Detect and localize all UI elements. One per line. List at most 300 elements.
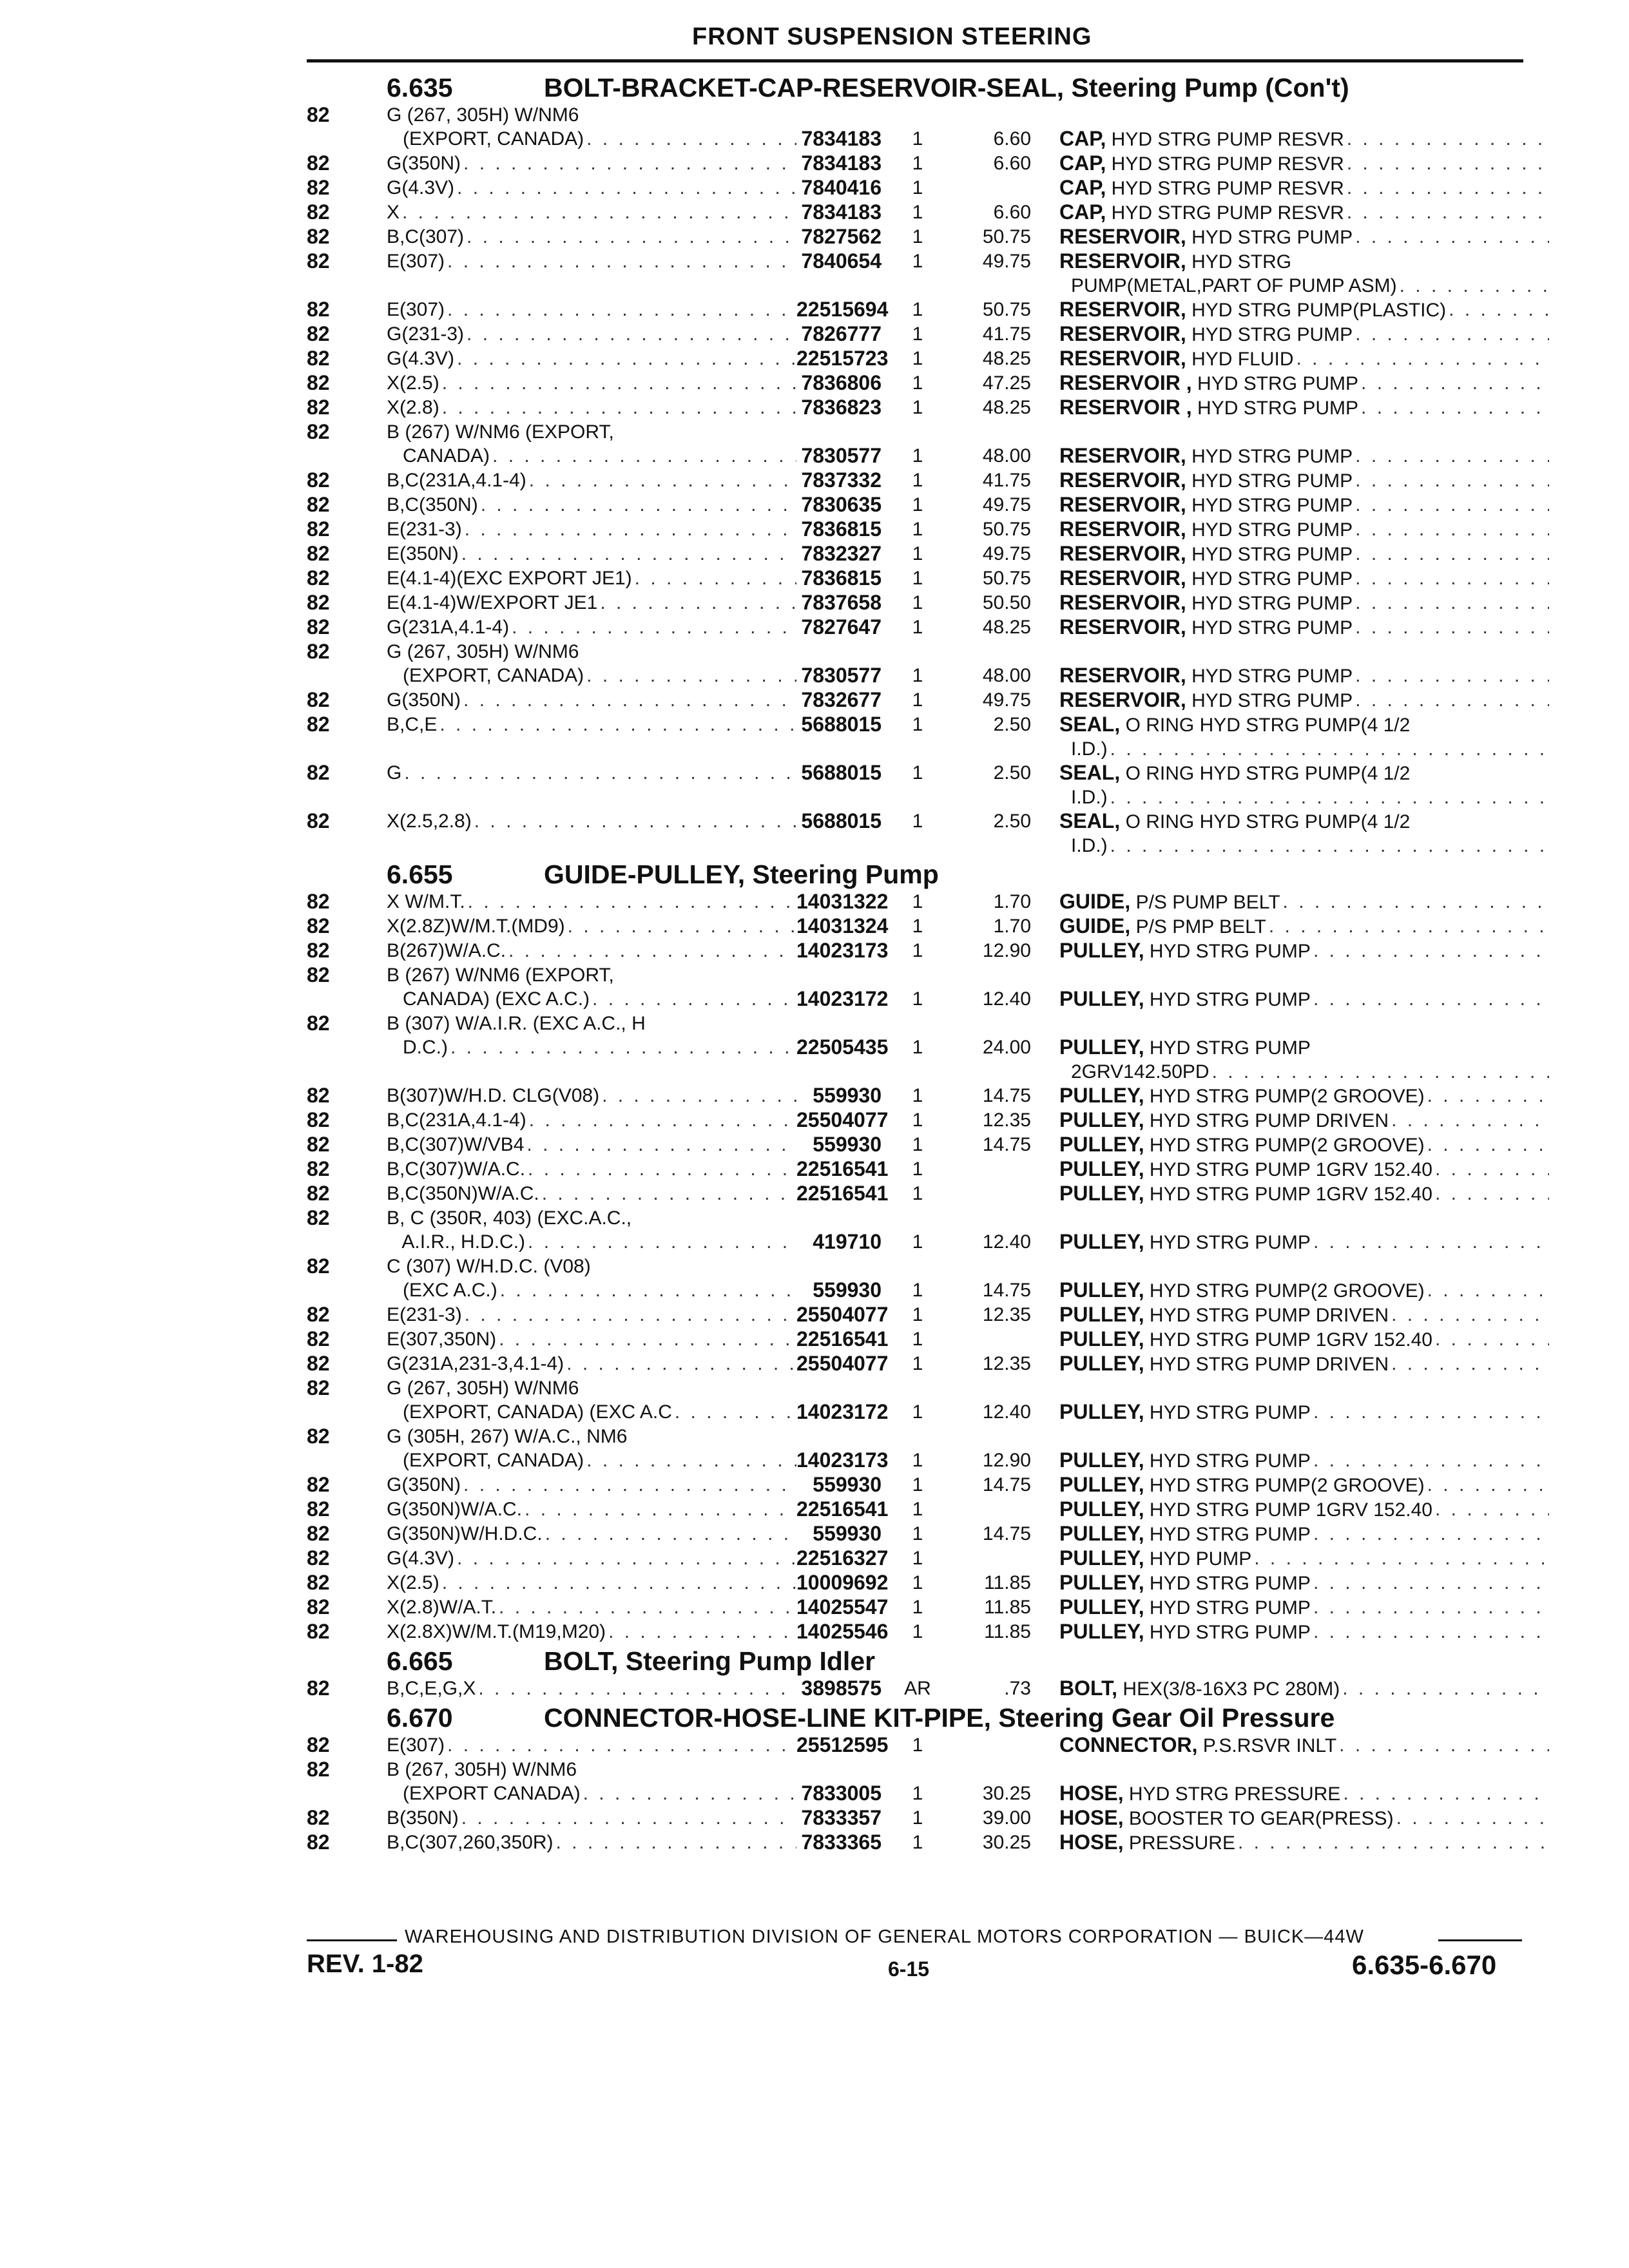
application-text: G(350N) (387, 1474, 461, 1495)
quantity: 1 (912, 177, 923, 198)
description (1031, 542, 1549, 566)
part-number: 559930 (813, 1278, 882, 1302)
description-text (1059, 249, 1291, 274)
leader-dots (1311, 1400, 1549, 1425)
application-line (387, 1546, 796, 1570)
leader-dots (439, 371, 796, 395)
section-heading (307, 1705, 1523, 1731)
description (1031, 1831, 1549, 1855)
part-row (307, 1182, 1523, 1206)
price: 12.90 (982, 940, 1031, 961)
description-text (1059, 298, 1446, 322)
leader-dots (1344, 200, 1549, 225)
application (387, 200, 796, 224)
application (387, 1473, 796, 1497)
description-line (1059, 1352, 1549, 1376)
description (1031, 1425, 1549, 1473)
application-text: G(350N) (387, 689, 461, 711)
description-detail: BOOSTER TO GEAR(PRESS) (1123, 1808, 1394, 1829)
description-keyword: PULLEY, (1059, 1448, 1144, 1472)
leader-dots (1425, 1473, 1549, 1497)
application-line (387, 809, 796, 833)
description-keyword: RESERVOIR, (1059, 298, 1186, 321)
quantity: 1 (912, 689, 923, 711)
price: 12.35 (982, 1110, 1031, 1131)
quantity: 1 (912, 543, 923, 564)
application-text: X W/M.T. (387, 891, 465, 912)
description-detail: HYD STRG PUMP RESVR (1106, 202, 1344, 224)
application-text: C (307) W/H.D.C. (V08) (387, 1256, 591, 1277)
description-keyword: PULLEY, (1059, 1473, 1144, 1496)
description-detail: PRESSURE (1123, 1832, 1235, 1854)
description-text (1059, 1782, 1340, 1806)
description-keyword: PULLEY, (1059, 1497, 1144, 1521)
application-line (387, 1352, 796, 1376)
quantity: 1 (912, 397, 923, 418)
description-detail: HYD STRG PUMP(2 GROOVE) (1144, 1280, 1425, 1302)
description (1031, 225, 1549, 249)
description-keyword: RESERVOIR, (1059, 664, 1186, 687)
application-text: G(350N) (387, 153, 461, 174)
description-text (1059, 493, 1353, 517)
description-detail: HYD STRG PUMP RESVR (1106, 153, 1344, 175)
description (1031, 1376, 1549, 1425)
leader-dots (1311, 1571, 1549, 1595)
application-line (387, 249, 796, 273)
application-text: B(267)W/A.C. (387, 940, 506, 961)
description-text (1059, 1806, 1394, 1831)
part-row (307, 963, 1523, 1012)
part-number: 22516541 (796, 1157, 889, 1180)
description-keyword: RESERVOIR, (1059, 322, 1186, 345)
description (1031, 468, 1549, 493)
price: 2.50 (993, 811, 1031, 832)
model-year: 82 (307, 1425, 330, 1448)
description-line (1059, 225, 1549, 249)
model-year: 82 (307, 517, 330, 541)
section-number: 6.670 (387, 1703, 453, 1733)
leader-dots (461, 688, 796, 712)
application (387, 1254, 796, 1302)
description-detail: HYD STRG PUMP 1GRV 152.40 (1144, 1184, 1432, 1205)
description-text (1059, 127, 1344, 151)
price: 50.75 (982, 299, 1031, 320)
application-text: E(4.1-4)W/EXPORT JE1 (387, 592, 598, 613)
leader-dots (1425, 1133, 1549, 1157)
description-text (1059, 1497, 1432, 1522)
description-text (1059, 1035, 1311, 1060)
application (387, 615, 796, 639)
price: 49.75 (982, 494, 1031, 515)
application-text: B,C(350N)W/A.C. (387, 1183, 539, 1204)
leader-dots (1344, 151, 1549, 176)
price: 39.00 (982, 1807, 1031, 1829)
part-row (307, 1595, 1523, 1620)
description-text (1059, 468, 1353, 493)
application-line (387, 468, 796, 492)
description-keyword: RESERVOIR, (1059, 615, 1186, 639)
application (387, 1733, 796, 1757)
price: 41.75 (982, 470, 1031, 491)
part-row (307, 566, 1523, 591)
leader-dots (448, 1035, 796, 1059)
leader-dots (1108, 737, 1549, 761)
description-keyword: RESERVOIR, (1059, 468, 1186, 492)
part-row (307, 396, 1523, 420)
leader-dots (1432, 1182, 1549, 1206)
application (387, 322, 796, 346)
model-year: 82 (307, 1157, 330, 1180)
description-keyword: CAP, (1059, 200, 1106, 224)
description-detail: HYD STRG PUMP(2 GROOVE) (1144, 1475, 1425, 1496)
quantity: 1 (912, 1621, 923, 1642)
description-keyword: HOSE, (1059, 1782, 1124, 1805)
application-line (387, 1733, 796, 1757)
description-detail: HYD STRG PUMP (1186, 519, 1353, 541)
price: 50.75 (982, 568, 1031, 589)
application-line (387, 542, 796, 566)
section-heading (307, 1648, 1523, 1674)
application-line (387, 1497, 796, 1521)
leader-dots (461, 151, 796, 175)
description (1031, 371, 1549, 396)
part-number: 7836815 (801, 517, 882, 541)
application (387, 468, 796, 492)
application-line (387, 127, 796, 151)
price: 12.90 (982, 1450, 1031, 1471)
description-line (1059, 468, 1549, 493)
description-keyword: RESERVOIR, (1059, 542, 1186, 565)
price: 49.75 (982, 689, 1031, 711)
price: 48.25 (982, 397, 1031, 418)
leader-dots (597, 591, 796, 615)
description-detail: HYD FLUID (1186, 349, 1294, 370)
part-number: 559930 (813, 1084, 882, 1107)
leader-dots (1251, 1546, 1549, 1571)
leader-dots (462, 517, 796, 541)
description-text (1059, 1448, 1311, 1473)
part-number: 7830635 (801, 493, 882, 516)
price: 30.25 (982, 1832, 1031, 1853)
description-text (1059, 1278, 1425, 1303)
description-text (1059, 1084, 1425, 1108)
description-text (1059, 1831, 1235, 1855)
description-detail: HYD STRG PUMP (1186, 470, 1353, 492)
part-row (307, 1133, 1523, 1157)
description-keyword: SEAL, (1059, 713, 1121, 736)
application-line (387, 1133, 796, 1157)
description-keyword: PULLEY, (1059, 1108, 1144, 1131)
application-text: X (387, 202, 400, 223)
part-row (307, 1425, 1523, 1473)
application-text: G (267, 305H) W/NM6 (387, 641, 579, 662)
leader-dots (454, 1546, 796, 1570)
quantity: 1 (912, 1401, 923, 1423)
description-line (1059, 322, 1549, 347)
price: 11.85 (984, 1597, 1031, 1618)
application (387, 176, 796, 200)
leader-dots (1235, 1831, 1549, 1855)
application (387, 1546, 796, 1570)
model-year: 82 (307, 1182, 330, 1205)
price: 6.60 (993, 128, 1031, 149)
description-keyword: RESERVOIR, (1059, 517, 1186, 541)
footer-rule-left (307, 1939, 397, 1941)
description-detail: HYD STRG PUMP RESVR (1106, 178, 1344, 199)
application-line (387, 1376, 796, 1400)
description (1031, 103, 1549, 151)
description-detail: HYD STRG PUMP (1144, 1524, 1311, 1545)
description-line (1059, 713, 1549, 737)
application-line (387, 322, 796, 346)
description (1031, 151, 1549, 176)
application-line (387, 1108, 796, 1132)
leader-dots (1394, 1806, 1549, 1831)
part-number: 5688015 (801, 713, 882, 736)
price: 50.75 (982, 519, 1031, 540)
part-number: 14031324 (796, 914, 889, 937)
leader-dots (1446, 298, 1549, 322)
price: 1.70 (993, 916, 1031, 937)
description-line (1059, 371, 1549, 396)
leader-dots (445, 249, 796, 273)
part-number: 7830577 (801, 664, 882, 687)
leader-dots (497, 1278, 796, 1302)
leader-dots (584, 1448, 796, 1472)
description-line (1059, 298, 1549, 322)
part-number: 7827647 (801, 615, 882, 639)
description-detail: HYD STRG PUMP (1144, 1037, 1311, 1059)
quantity: 1 (912, 592, 923, 613)
model-year: 82 (307, 1108, 330, 1131)
part-number: 7836806 (801, 371, 882, 394)
section-title: CONNECTOR-HOSE-LINE KIT-PIPE, Steering Gear Oil Pressure (544, 1703, 1335, 1733)
price: 49.75 (982, 543, 1031, 564)
application-line (387, 1677, 796, 1700)
quantity: 1 (912, 988, 923, 1010)
application (387, 1012, 796, 1059)
quantity: 1 (912, 1499, 923, 1520)
leader-dots (439, 396, 796, 419)
leader-dots (462, 1303, 796, 1327)
description-keyword: RESERVOIR, (1059, 225, 1186, 248)
description-keyword: RESERVOIR, (1059, 688, 1186, 711)
part-row (307, 298, 1523, 322)
price: 6.60 (993, 153, 1031, 174)
leader-dots (526, 1108, 796, 1132)
description-line (1059, 1157, 1549, 1182)
description-text (1059, 615, 1353, 640)
quantity: 1 (912, 665, 923, 686)
leader-dots (1293, 347, 1549, 371)
description-line (1059, 396, 1549, 420)
application (387, 542, 796, 566)
part-number: 7830577 (801, 444, 882, 467)
description (1031, 615, 1549, 640)
quantity: 1 (912, 299, 923, 320)
description (1031, 249, 1549, 298)
leader-dots (543, 1522, 796, 1546)
description-line (1059, 1448, 1549, 1473)
description-line (1059, 444, 1549, 468)
description-keyword: HOSE, (1059, 1831, 1124, 1854)
leader-dots (459, 1806, 796, 1830)
quantity: 1 (912, 1037, 923, 1058)
quantity: 1 (912, 1353, 923, 1374)
model-year: 82 (307, 151, 330, 175)
description-detail: HYD STRG PUMP (1144, 1402, 1311, 1423)
description-line (1059, 591, 1549, 615)
model-year: 82 (307, 566, 330, 590)
price: 2.50 (993, 762, 1031, 783)
application-text: (EXPORT, CANADA) (EXC A.C (387, 1401, 672, 1423)
section-number: 6.655 (387, 860, 453, 889)
leader-dots (590, 987, 796, 1011)
description-line (1059, 939, 1549, 963)
application-text: B,C(231A,4.1-4) (387, 470, 526, 491)
model-year: 82 (307, 420, 330, 443)
model-year: 82 (307, 1733, 330, 1756)
quantity: 1 (912, 494, 923, 515)
description-keyword: CAP, (1059, 127, 1106, 150)
leader-dots (564, 1352, 796, 1376)
application-line (387, 347, 796, 370)
description-text (1059, 1327, 1432, 1352)
leader-dots (524, 1133, 796, 1157)
description-keyword: PULLEY, (1059, 1157, 1144, 1180)
application (387, 1806, 796, 1830)
application (387, 103, 796, 151)
part-number: 14025547 (796, 1595, 889, 1619)
quantity: AR (904, 1678, 931, 1699)
application-text: D.C.) (387, 1037, 448, 1058)
application-line (387, 566, 796, 590)
description-detail: HYD STRG PUMP (1186, 666, 1353, 687)
part-number: 559930 (813, 1133, 882, 1156)
part-number: 14023173 (796, 939, 889, 962)
leader-dots (1353, 664, 1549, 688)
description-text (1059, 225, 1353, 249)
quantity: 1 (912, 1450, 923, 1471)
application-line (387, 914, 796, 938)
price: 47.25 (982, 372, 1031, 394)
leader-dots (1432, 1157, 1549, 1182)
description-keyword: SEAL, (1059, 809, 1121, 832)
description-line (1059, 1327, 1549, 1352)
quantity: 1 (912, 1280, 923, 1301)
description-text (1059, 176, 1344, 200)
description-text (1059, 200, 1344, 225)
description-line (1059, 761, 1549, 785)
description-keyword: PULLEY, (1059, 1133, 1144, 1156)
application-text: G(4.3V) (387, 348, 455, 369)
application-line (387, 1035, 796, 1059)
application-text: B (307) W/A.I.R. (EXC A.C., H (387, 1013, 646, 1034)
leader-dots (476, 1677, 796, 1700)
part-number: 7837332 (801, 468, 882, 492)
description (1031, 1620, 1549, 1644)
quantity: 1 (912, 891, 923, 912)
description-line (1059, 1400, 1549, 1425)
application-text: (EXPORT, CANADA) (387, 665, 584, 686)
leader-dots (1389, 1303, 1549, 1327)
description (1031, 914, 1549, 939)
model-year: 82 (307, 591, 330, 614)
model-year: 82 (307, 1473, 330, 1496)
section-number: 6.665 (387, 1646, 453, 1676)
application (387, 1084, 796, 1108)
part-row (307, 468, 1523, 493)
model-year: 82 (307, 1522, 330, 1545)
part-number: 7840654 (801, 249, 882, 273)
description-detail: HYD STRG PUMP (1186, 446, 1353, 467)
description-detail: HYD STRG PUMP (1144, 989, 1311, 1010)
leader-dots (490, 444, 796, 468)
application (387, 1571, 796, 1595)
part-row (307, 890, 1523, 914)
description-keyword: PULLEY, (1059, 1303, 1144, 1326)
application-text: X(2.5) (387, 1572, 439, 1593)
description-detail: HYD STRG PUMP(PLASTIC) (1186, 300, 1447, 321)
description-line (1059, 914, 1549, 939)
description-detail: HYD STRG PUMP DRIVEN (1144, 1354, 1389, 1375)
leader-dots (1108, 834, 1549, 858)
application (387, 493, 796, 517)
leader-dots (1311, 1448, 1549, 1473)
application (387, 1522, 796, 1546)
application-text: G (305H, 267) W/A.C., NM6 (387, 1426, 628, 1447)
description-line (1059, 542, 1549, 566)
application-text: (EXPORT, CANADA) (387, 1450, 584, 1471)
leader-dots (454, 176, 796, 200)
application-line (387, 1448, 796, 1472)
part-number: 14023172 (796, 1400, 889, 1423)
quantity: 1 (912, 202, 923, 223)
description-text (1059, 566, 1353, 591)
model-year: 82 (307, 1595, 330, 1619)
application-line (387, 200, 796, 224)
application-line (387, 1157, 796, 1181)
application-line (387, 1831, 796, 1854)
description-keyword: PULLEY, (1059, 1278, 1144, 1302)
description-line (1059, 1595, 1549, 1620)
leader-dots (581, 1782, 796, 1805)
leader-dots (672, 1400, 796, 1424)
application-line (387, 963, 796, 987)
price: 12.35 (982, 1304, 1031, 1325)
price: .73 (1004, 1678, 1031, 1699)
description-text (1059, 834, 1108, 858)
description-keyword: PULLEY, (1059, 1571, 1144, 1594)
price: 14.75 (982, 1280, 1031, 1301)
leader-dots (1432, 1497, 1549, 1522)
leader-dots (459, 542, 796, 566)
leader-dots (454, 347, 796, 370)
description-detail: HYD STRG PUMP (1186, 227, 1353, 248)
model-year: 82 (307, 322, 330, 345)
leader-dots (400, 200, 796, 224)
model-year: 82 (307, 963, 330, 986)
application-text: B,C(231A,4.1-4) (387, 1110, 526, 1131)
application-line (387, 1473, 796, 1497)
leader-dots (496, 1327, 796, 1351)
description (1031, 1206, 1549, 1254)
leader-dots (584, 127, 796, 151)
leader-dots (1353, 468, 1549, 493)
application (387, 1376, 796, 1424)
leader-dots (1266, 914, 1549, 939)
description-detail: HYD STRG PUMP (1144, 1622, 1311, 1643)
